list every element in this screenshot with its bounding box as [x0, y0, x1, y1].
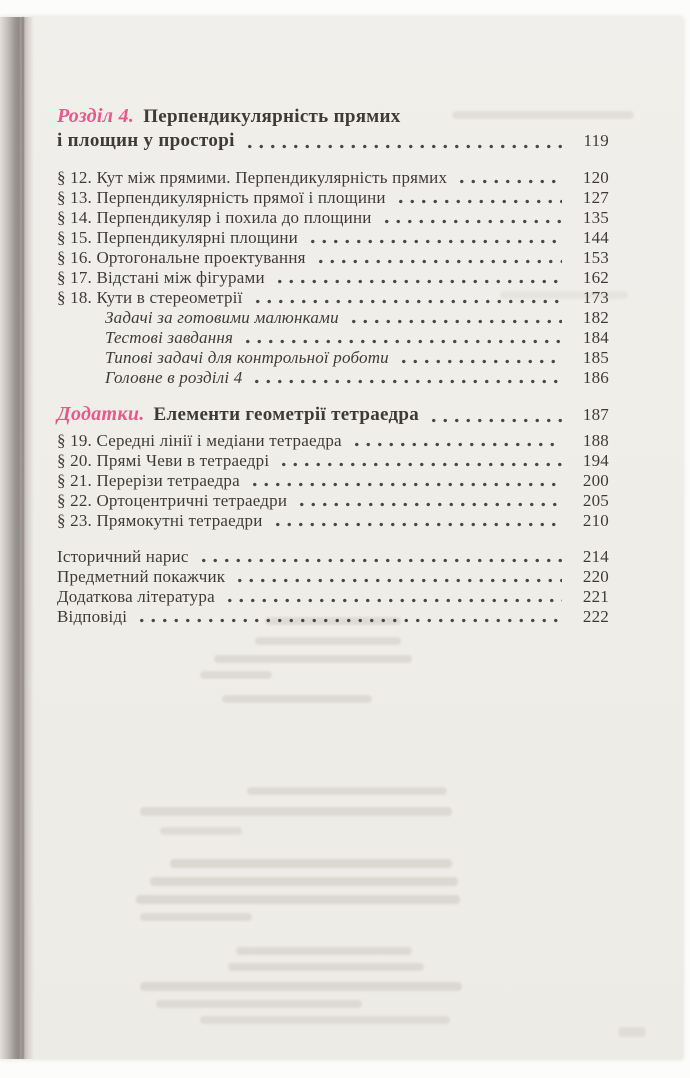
dot-leader [393, 188, 562, 208]
toc-entry [57, 228, 609, 248]
toc-entry-label: § 19. Середні лінії і медіани тетраедра [57, 431, 342, 450]
toc-entry [57, 248, 609, 268]
toc-entry-label: Предметний покажчик [57, 567, 226, 586]
toc-subentry-page: 182 [582, 308, 609, 327]
dot-leader [396, 348, 562, 368]
bleed-through-line [228, 963, 424, 971]
chapter-title-line1: Перпендикулярність прямих [143, 106, 401, 127]
dot-leader [276, 451, 562, 471]
appendix-number: Додатки. [57, 403, 145, 425]
dot-leader [313, 248, 562, 268]
toc-entry [57, 451, 609, 471]
toc-subentry-label: Тестові завдання [105, 328, 234, 347]
dot-leader [294, 491, 562, 511]
bleed-through-line [140, 982, 462, 991]
book-spine-shadow [0, 17, 34, 1059]
toc-subentry-page: 186 [582, 368, 609, 387]
dot-leader [379, 208, 562, 228]
bleed-through-line [214, 655, 412, 663]
toc-entry [57, 168, 609, 188]
dot-leader [242, 129, 562, 153]
bleed-through-line [200, 1016, 450, 1024]
dot-leader [305, 228, 562, 248]
toc-entry-label: § 22. Ортоцентричні тетраедри [57, 491, 288, 510]
toc-entry [57, 268, 609, 288]
toc-entry-page: 144 [582, 228, 609, 247]
toc-entry-label: § 13. Перпендикулярність прямої і площини [57, 188, 386, 207]
bleed-through-line [140, 807, 452, 816]
toc-entry-page: 153 [582, 248, 609, 267]
toc-subentry-page: 184 [582, 328, 609, 347]
dot-leader [196, 547, 562, 567]
bleed-through-page-number [618, 1027, 646, 1037]
toc-entry-page: 221 [582, 587, 609, 606]
toc-subentry-label: Задачі за готовими малюнками [105, 308, 339, 327]
toc-subentry-label: Головне в розділі 4 [105, 368, 243, 387]
toc-entry-page: 127 [582, 188, 609, 207]
dot-leader [346, 308, 562, 328]
toc-entry [57, 491, 609, 511]
chapter-section-list [57, 168, 609, 388]
bleed-through-line [150, 877, 458, 886]
toc-entry-label: § 14. Перпендикуляр і похила до площини [57, 208, 372, 227]
toc-entry-page: 220 [582, 567, 609, 586]
appendix-heading-label [57, 402, 419, 427]
appendix-title: Елементи геометрії тетраедра [153, 404, 420, 425]
dot-leader [270, 511, 562, 531]
toc-entry-label: § 12. Кут між прямими. Перпендикулярність прямих [57, 168, 448, 187]
toc-entry-label: Додаткова література [57, 587, 215, 606]
appendix-heading [57, 402, 609, 427]
toc-entry [57, 547, 609, 567]
toc-entry-page: 135 [582, 208, 609, 227]
chapter-number: Розділ 4. [57, 105, 135, 127]
toc-entry-page: 205 [582, 491, 609, 510]
bleed-through-line [255, 637, 401, 645]
dot-leader [240, 328, 562, 348]
toc-subentry [57, 308, 609, 328]
bleed-through-line [222, 695, 372, 703]
bleed-through-line [136, 895, 460, 904]
chapter-title-line2: і площин у просторі [57, 130, 235, 151]
toc-entry [57, 567, 609, 587]
toc-entry [57, 431, 609, 451]
toc-entry-page: 214 [582, 547, 609, 566]
table-of-contents [57, 104, 609, 627]
toc-subentry [57, 348, 609, 368]
dot-leader [247, 471, 562, 491]
dot-leader [232, 567, 562, 587]
bleed-through-line [247, 787, 447, 795]
toc-entry-label: § 20. Прямі Чеви в тетраедрі [57, 451, 270, 470]
toc-subentry-page: 185 [582, 348, 609, 367]
toc-entry-page: 194 [582, 451, 609, 470]
book-spine-edge [22, 17, 24, 1059]
chapter-heading [57, 104, 609, 153]
dot-leader [134, 607, 562, 627]
dot-leader [426, 402, 562, 427]
bleed-through-line [236, 947, 412, 955]
bleed-through-line [140, 913, 252, 921]
toc-entry-label: § 15. Перпендикулярні площини [57, 228, 298, 247]
bleed-through-line [170, 859, 452, 868]
chapter-heading-line1 [57, 104, 609, 129]
appendix-section-list [57, 431, 609, 531]
toc-entry-label: § 18. Кути в стереометрії [57, 288, 243, 307]
dot-leader [222, 587, 562, 607]
toc-entry-page: 200 [582, 471, 609, 490]
toc-entry-label: Історичний нарис [57, 547, 189, 566]
toc-entry-page: 173 [582, 288, 609, 307]
toc-entry-label: § 21. Перерізи тетраедра [57, 471, 240, 490]
toc-entry-label: § 17. Відстані між фігурами [57, 268, 265, 287]
toc-entry [57, 587, 609, 607]
appendix-page-number: 187 [582, 405, 609, 424]
chapter-page-number: 119 [583, 131, 609, 150]
toc-subentry [57, 368, 609, 388]
toc-entry-page: 188 [582, 431, 609, 450]
toc-subentry [57, 328, 609, 348]
toc-entry [57, 188, 609, 208]
dot-leader [454, 168, 562, 188]
dot-leader [249, 368, 562, 388]
toc-subentry-label: Типові задачі для контрольної роботи [105, 348, 389, 367]
chapter-heading-line2 [57, 129, 609, 153]
toc-entry [57, 288, 609, 308]
toc-entry [57, 208, 609, 228]
toc-entry-label: § 16. Ортогональне проектування [57, 248, 306, 267]
bleed-through-line [156, 1000, 362, 1008]
toc-entry-page: 162 [582, 268, 609, 287]
toc-entry [57, 511, 609, 531]
toc-entry-page: 120 [582, 168, 609, 187]
toc-entry-label: Відповіді [57, 607, 128, 626]
bleed-through-line [200, 671, 272, 679]
toc-entry-page: 222 [582, 607, 609, 626]
toc-entry [57, 607, 609, 627]
dot-leader [272, 268, 562, 288]
dot-leader [349, 431, 562, 451]
toc-entry [57, 471, 609, 491]
back-matter-list [57, 547, 609, 627]
bleed-through-line [160, 827, 242, 835]
toc-entry-label: § 23. Прямокутні тетраедри [57, 511, 263, 530]
toc-entry-page: 210 [582, 511, 609, 530]
dot-leader [250, 288, 563, 308]
